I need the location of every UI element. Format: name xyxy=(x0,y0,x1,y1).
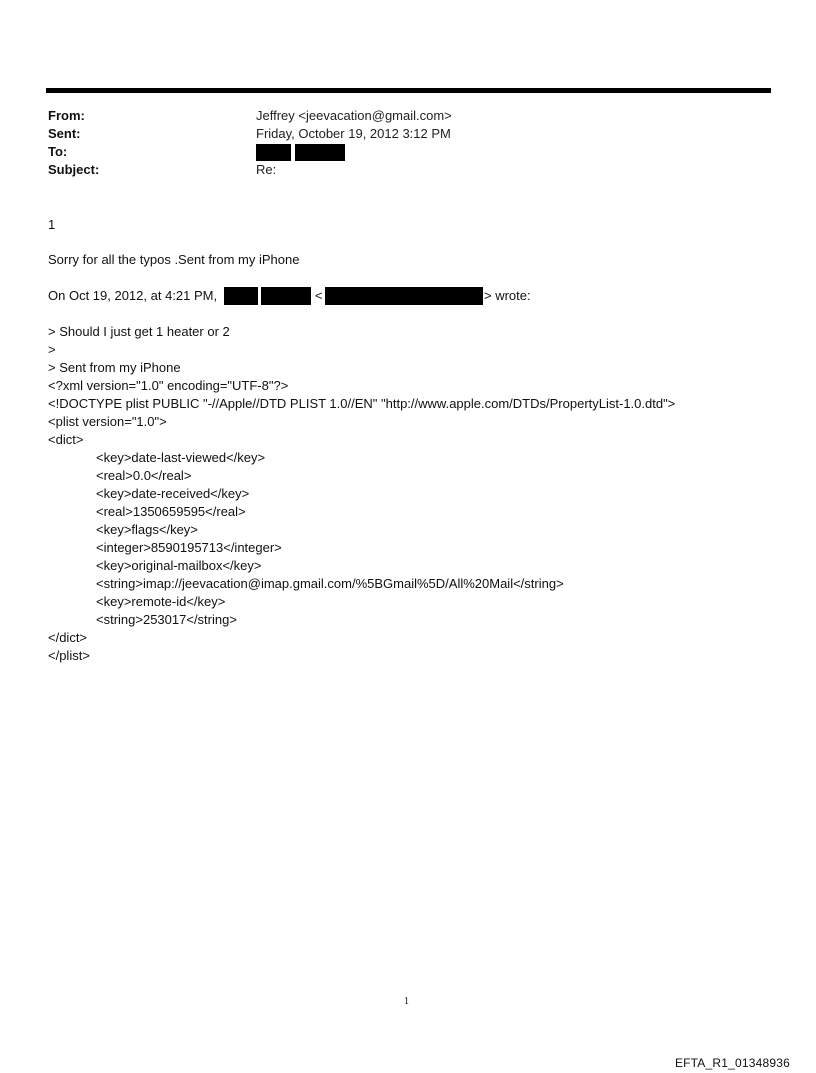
quote-header-suffix: > wrote: xyxy=(484,288,531,303)
header-rule xyxy=(46,88,771,93)
plist-inner-line: <key>date-received</key> xyxy=(96,486,250,501)
plist-inner-line: <string>imap://jeevacation@imap.gmail.com/%5BGmail%5D/All%20Mail</string> xyxy=(96,576,564,591)
subject-value: Re: xyxy=(256,162,277,177)
plist-line: <!DOCTYPE plist PUBLIC "-//Apple//DTD PLIST 1.0//EN" "http://www.apple.com/DTDs/PropertyList-1.0.dtd"> xyxy=(48,396,676,411)
plist-inner-line: <real>0.0</real> xyxy=(96,468,192,483)
quoted-line: > Should I just get 1 heater or 2 xyxy=(48,324,230,339)
from-value: Jeffrey <jeevacation@gmail.com> xyxy=(256,108,452,123)
redaction-to-1 xyxy=(256,144,291,161)
page-number: 1 xyxy=(404,996,409,1007)
plist-inner-line: <key>original-mailbox</key> xyxy=(96,558,262,573)
sent-value: Friday, October 19, 2012 3:12 PM xyxy=(256,126,451,141)
plist-line: <?xml version="1.0" encoding="UTF-8"?> xyxy=(48,378,289,393)
quote-header-lt: < xyxy=(315,288,323,303)
redaction-to-2 xyxy=(295,144,345,161)
bates-number: EFTA_R1_01348936 xyxy=(674,1056,790,1070)
plist-inner-line: <integer>8590195713</integer> xyxy=(96,540,282,555)
plist-inner-line: <key>date-last-viewed</key> xyxy=(96,450,266,465)
plist-line: <dict> xyxy=(48,432,84,447)
plist-line: <plist version="1.0"> xyxy=(48,414,167,429)
quoted-line: > xyxy=(48,342,56,357)
plist-close-line: </dict> xyxy=(48,630,88,645)
plist-inner-line: <string>253017</string> xyxy=(96,612,237,627)
plist-inner-line: <real>1350659595</real> xyxy=(96,504,246,519)
signature-line: Sorry for all the typos .Sent from my iPhone xyxy=(48,252,300,267)
quote-header-prefix: On Oct 19, 2012, at 4:21 PM, xyxy=(48,288,218,303)
plist-close-line: </plist> xyxy=(48,648,90,663)
redaction-quote-2 xyxy=(261,287,311,305)
from-label: From: xyxy=(48,108,85,123)
sent-label: Sent: xyxy=(48,126,81,141)
plist-inner-line: <key>flags</key> xyxy=(96,522,198,537)
redaction-quote-1 xyxy=(224,287,258,305)
to-label: To: xyxy=(48,144,68,159)
redaction-quote-email xyxy=(325,287,483,305)
subject-label: Subject: xyxy=(48,162,100,177)
plist-inner-line: <key>remote-id</key> xyxy=(96,594,226,609)
quoted-line: > Sent from my iPhone xyxy=(48,360,181,375)
body-line-1: 1 xyxy=(48,217,56,232)
